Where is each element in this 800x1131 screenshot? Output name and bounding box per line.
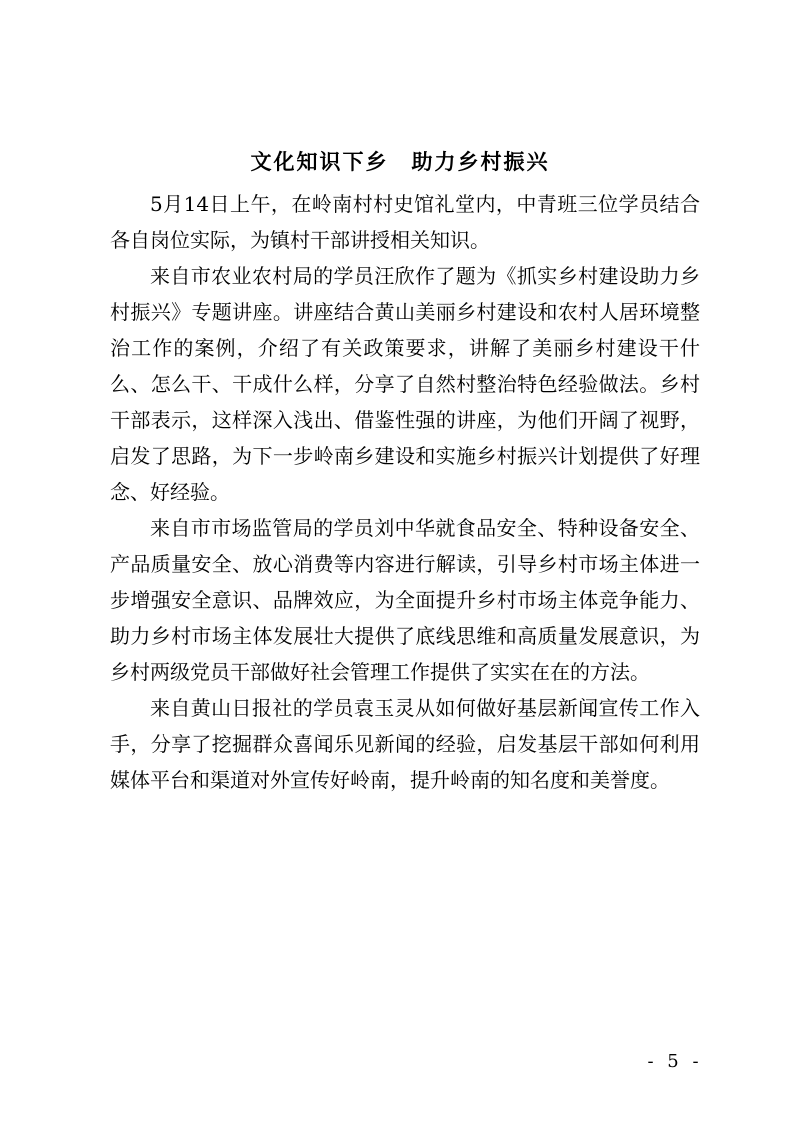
article-body bbox=[110, 186, 700, 798]
article-title: 文化知识下乡 助力乡村振兴 bbox=[250, 149, 550, 174]
paragraph-agriculture-lecture: 来自市农业农村局的学员汪欣作了题为《抓实乡村建设助力乡村振兴》专题讲座。讲座结合黄山美丽乡村建设和农村人居环境整治工作的案例，介绍了有关政策要求，讲解了美丽乡村建设干什么、怎么干、干成什么样，分享了自然村整治特色经验做法。乡村干部表示，这样深入浅出、借鉴性强的讲座，为他们开阔了视野，启发了思路，为下一步岭南乡建设和实施乡村振兴计划提供了好理念、好经验。 bbox=[110, 264, 700, 504]
page-number: - 5 - bbox=[647, 1051, 703, 1072]
paragraph-news-publicity-lecture: 来自黄山日报社的学员袁玉灵从如何做好基层新闻宣传工作入手，分享了挖掘群众喜闻乐见新闻的经验，启发基层干部如何利用媒体平台和渠道对外宣传好岭南，提升岭南的知名度和美誉度。 bbox=[110, 696, 700, 792]
paragraph-intro: 5月14日上午，在岭南村村史馆礼堂内，中青班三位学员结合各自岗位实际，为镇村干部讲授相关知识。 bbox=[110, 192, 700, 252]
paragraph-market-regulation-lecture: 来自市市场监管局的学员刘中华就食品安全、特种设备安全、产品质量安全、放心消费等内容进行解读，引导乡村市场主体进一步增强安全意识、品牌效应，为全面提升乡村市场主体竞争能力、助力乡村市场主体发展壮大提供了底线思维和高质量发展意识，为乡村两级党员干部做好社会管理工作提供了实实在在的方法。 bbox=[110, 516, 700, 684]
